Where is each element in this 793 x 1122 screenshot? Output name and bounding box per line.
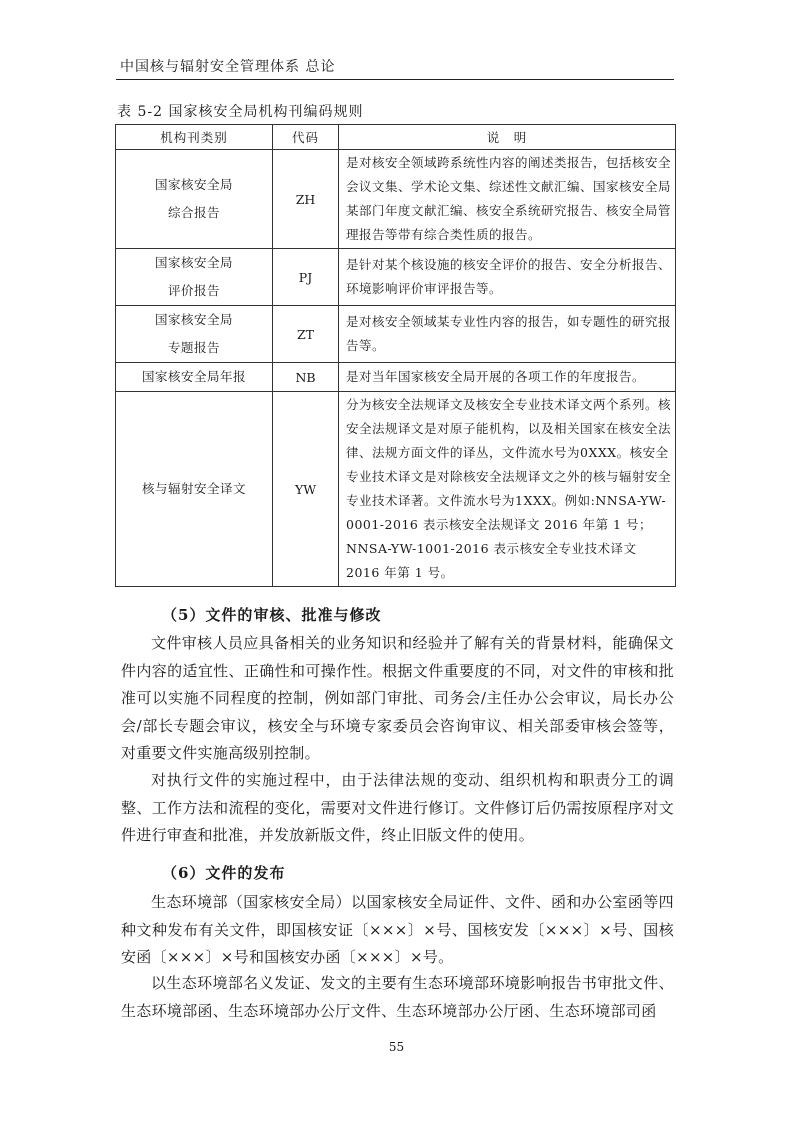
table-row	[116, 363, 676, 392]
category-cell	[116, 363, 273, 392]
column-header-category: 机构刊类别	[116, 125, 273, 150]
category-line: 专题报告	[167, 340, 220, 355]
page-number: 55	[388, 1040, 405, 1054]
code-cell: PJ	[273, 249, 339, 306]
table-row	[116, 306, 676, 363]
category-line: 综合报告	[167, 205, 220, 220]
body-paragraph: 文件审核人员应具备相关的业务知识和经验并了解有关的背景材料，能确保文件内容的适宜性、正确性和可操作性。根据文件重要度的不同，对文件的审核和批准可以实施不同程度的控制，例如部门审批、司务会/主任办公会审议，局长办公会/部长专题会审议，核安全与环境专家委员会咨询审议、相关部委审核会签等，对重要文件实施高级别控制。	[121, 634, 674, 762]
description-cell: 是针对某个核设施的核安全评价的报告、安全分析报告、环境影响评价审评报告等。	[339, 249, 676, 306]
code-cell: NB	[273, 363, 339, 392]
category-line: 国家核安全局	[154, 255, 233, 270]
section-heading: （6）文件的发布	[162, 864, 286, 882]
body-paragraph: 对执行文件的实施过程中，由于法律法规的变动、组织机构和职责分工的调整、工作方法和流程的变化，需要对文件进行修订。文件修订后仍需按原程序对文件进行审查和批准，并发放新版文件，终止旧版文件的使用。	[121, 771, 674, 844]
category-line: 国家核安全局	[154, 312, 233, 327]
section-heading: （5）文件的审核、批准与修改	[162, 606, 382, 624]
running-header: 中国核与辐射安全管理体系 总论	[120, 59, 336, 75]
coding-rules-table	[115, 124, 676, 587]
body-paragraph: 生态环境部（国家核安全局）以国家核安全局证件、文件、函和办公室函等四种文种发布有关文件，即国核安证〔×××〕×号、国核安发〔×××〕×号、国核安函〔×××〕×号和国核安办函〔×××〕×号。	[121, 893, 674, 966]
category-line: 核与辐射安全译文	[141, 481, 246, 496]
code-cell: ZT	[273, 306, 339, 363]
column-header-description: 说 明	[339, 125, 676, 150]
category-cell	[116, 306, 273, 363]
header-rule	[116, 79, 674, 80]
description-cell: 是对核安全领域某专业性内容的报告，如专题性的研究报告等。	[339, 306, 676, 363]
description-cell: 是对核安全领域跨系统性内容的阐述类报告，包括核安全会议文集、学术论文集、综述性文献汇编、国家核安全局某部门年度文献汇编、核安全系统研究报告、核安全局管理报告等带有综合类性质的报告。	[339, 150, 676, 249]
category-cell	[116, 392, 273, 587]
table-row	[116, 392, 676, 587]
code-cell: ZH	[273, 150, 339, 249]
table-row	[116, 249, 676, 306]
category-cell	[116, 249, 273, 306]
category-line: 国家核安全局	[154, 177, 233, 192]
code-cell: YW	[273, 392, 339, 587]
description-cell: 分为核安全法规译文及核安全专业技术译文两个系列。核安全法规译文是对原子能机构，以及相关国家在核安全法律、法规方面文件的译丛，文件流水号为0XXX。核安全专业技术译文是对除核安全法规译文之外的核与辐射安全专业技术译著。文件流水号为1XXX。例如:NNSA-YW-0001-2016 表示核安全法规译文 2016 年第 1 号；NNSA-YW-1001-2016 表示核安全专业技术译文 2016 年第 1 号。	[339, 392, 676, 587]
category-line: 国家核安全局年报	[141, 369, 246, 384]
category-line: 评价报告	[167, 283, 220, 298]
description-cell: 是对当年国家核安全局开展的各项工作的年度报告。	[339, 363, 676, 392]
column-header-code: 代码	[273, 125, 339, 150]
table-row	[116, 150, 676, 249]
table-header-row	[116, 125, 676, 150]
category-cell	[116, 150, 273, 249]
table-caption: 表 5-2 国家核安全局机构刊编码规则	[117, 104, 364, 120]
body-paragraph: 以生态环境部名义发证、发文的主要有生态环境部环境影响报告书审批文件、生态环境部函、生态环境部办公厅文件、生态环境部办公厅函、生态环境部司函	[121, 974, 674, 1020]
